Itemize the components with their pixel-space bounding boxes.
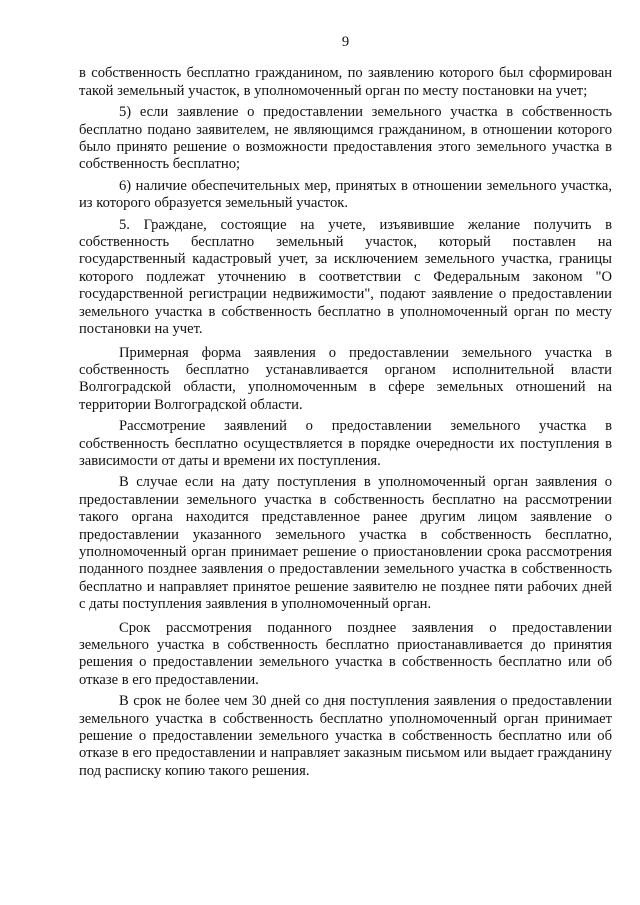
paragraph-4: 5. Граждане, состоящие на учете, изъявившие желание получить в собственность бесплатно земельный участок, который поставлен на государственный кадастровый учет, за исключением земельного участка, границы которого подлежат уточнению в соответствии с Федеральным законом "О государственной регистрации недвижимости", подают заявление о предоставлении земельного участка в собственность бесплатно в уполномоченный орган по месту постановки на учет. bbox=[79, 216, 612, 338]
page-number: 9 bbox=[341, 34, 350, 50]
paragraph-3: 6) наличие обеспечительных мер, принятых в отношении земельного участка, из которого образуется земельный участок. bbox=[79, 177, 612, 212]
paragraph-2: 5) если заявление о предоставлении земельного участка в собственность бесплатно подано заявителем, не являющимся гражданином, в отношении которого было принято решение о возможности предоставления этого земельного участка в собственность бесплатно; bbox=[79, 104, 612, 173]
document-page bbox=[79, 34, 612, 784]
paragraph-1: в собственность бесплатно гражданином, по заявлению которого был сформирован такой земельный участок, в уполномоченный орган по месту постановки на учет; bbox=[79, 65, 612, 99]
paragraph-6: Рассмотрение заявлений о предоставлении земельного участка в собственность бесплатно осуществляется в порядке очередности их поступления в зависимости от даты и времени их поступления. bbox=[79, 418, 612, 469]
paragraph-7: В случае если на дату поступления в уполномоченный орган заявления о предоставлении земельного участка в собственность бесплатно на рассмотрении такого органа находится представленное ранее другим лицом заявление о предоставлении указанного земельного участка в собственность бесплатно, уполномоченный орган принимает решение о приостановлении срока рассмотрения поданного позднее заявления о предоставлении земельного участка в собственность бесплатно и направляет принятое решение заявителю не позднее пяти рабочих дней с даты поступления заявления в уполномоченный орган. bbox=[79, 474, 612, 613]
paragraph-5: Примерная форма заявления о предоставлении земельного участка в собственность бесплатно устанавливается органом исполнительной власти Волгоградской области, уполномоченным в сфере земельных отношений на территории Волгоградской области. bbox=[79, 344, 612, 413]
paragraph-9: В срок не более чем 30 дней со дня поступления заявления о предоставлении земельного участка в собственность бесплатно уполномоченный орган принимает решение о предоставлении земельного участка в собственность бесплатно или об отказе в его предоставлении и направляет заказным письмом или выдает гражданину под расписку копию такого решения. bbox=[79, 693, 612, 779]
paragraph-8: Срок рассмотрения поданного позднее заявления о предоставлении земельного участка в собственность бесплатно приостанавливается до принятия решения о предоставлении земельного участка в собственность бесплатно или об отказе в его предоставлении. bbox=[79, 619, 612, 688]
